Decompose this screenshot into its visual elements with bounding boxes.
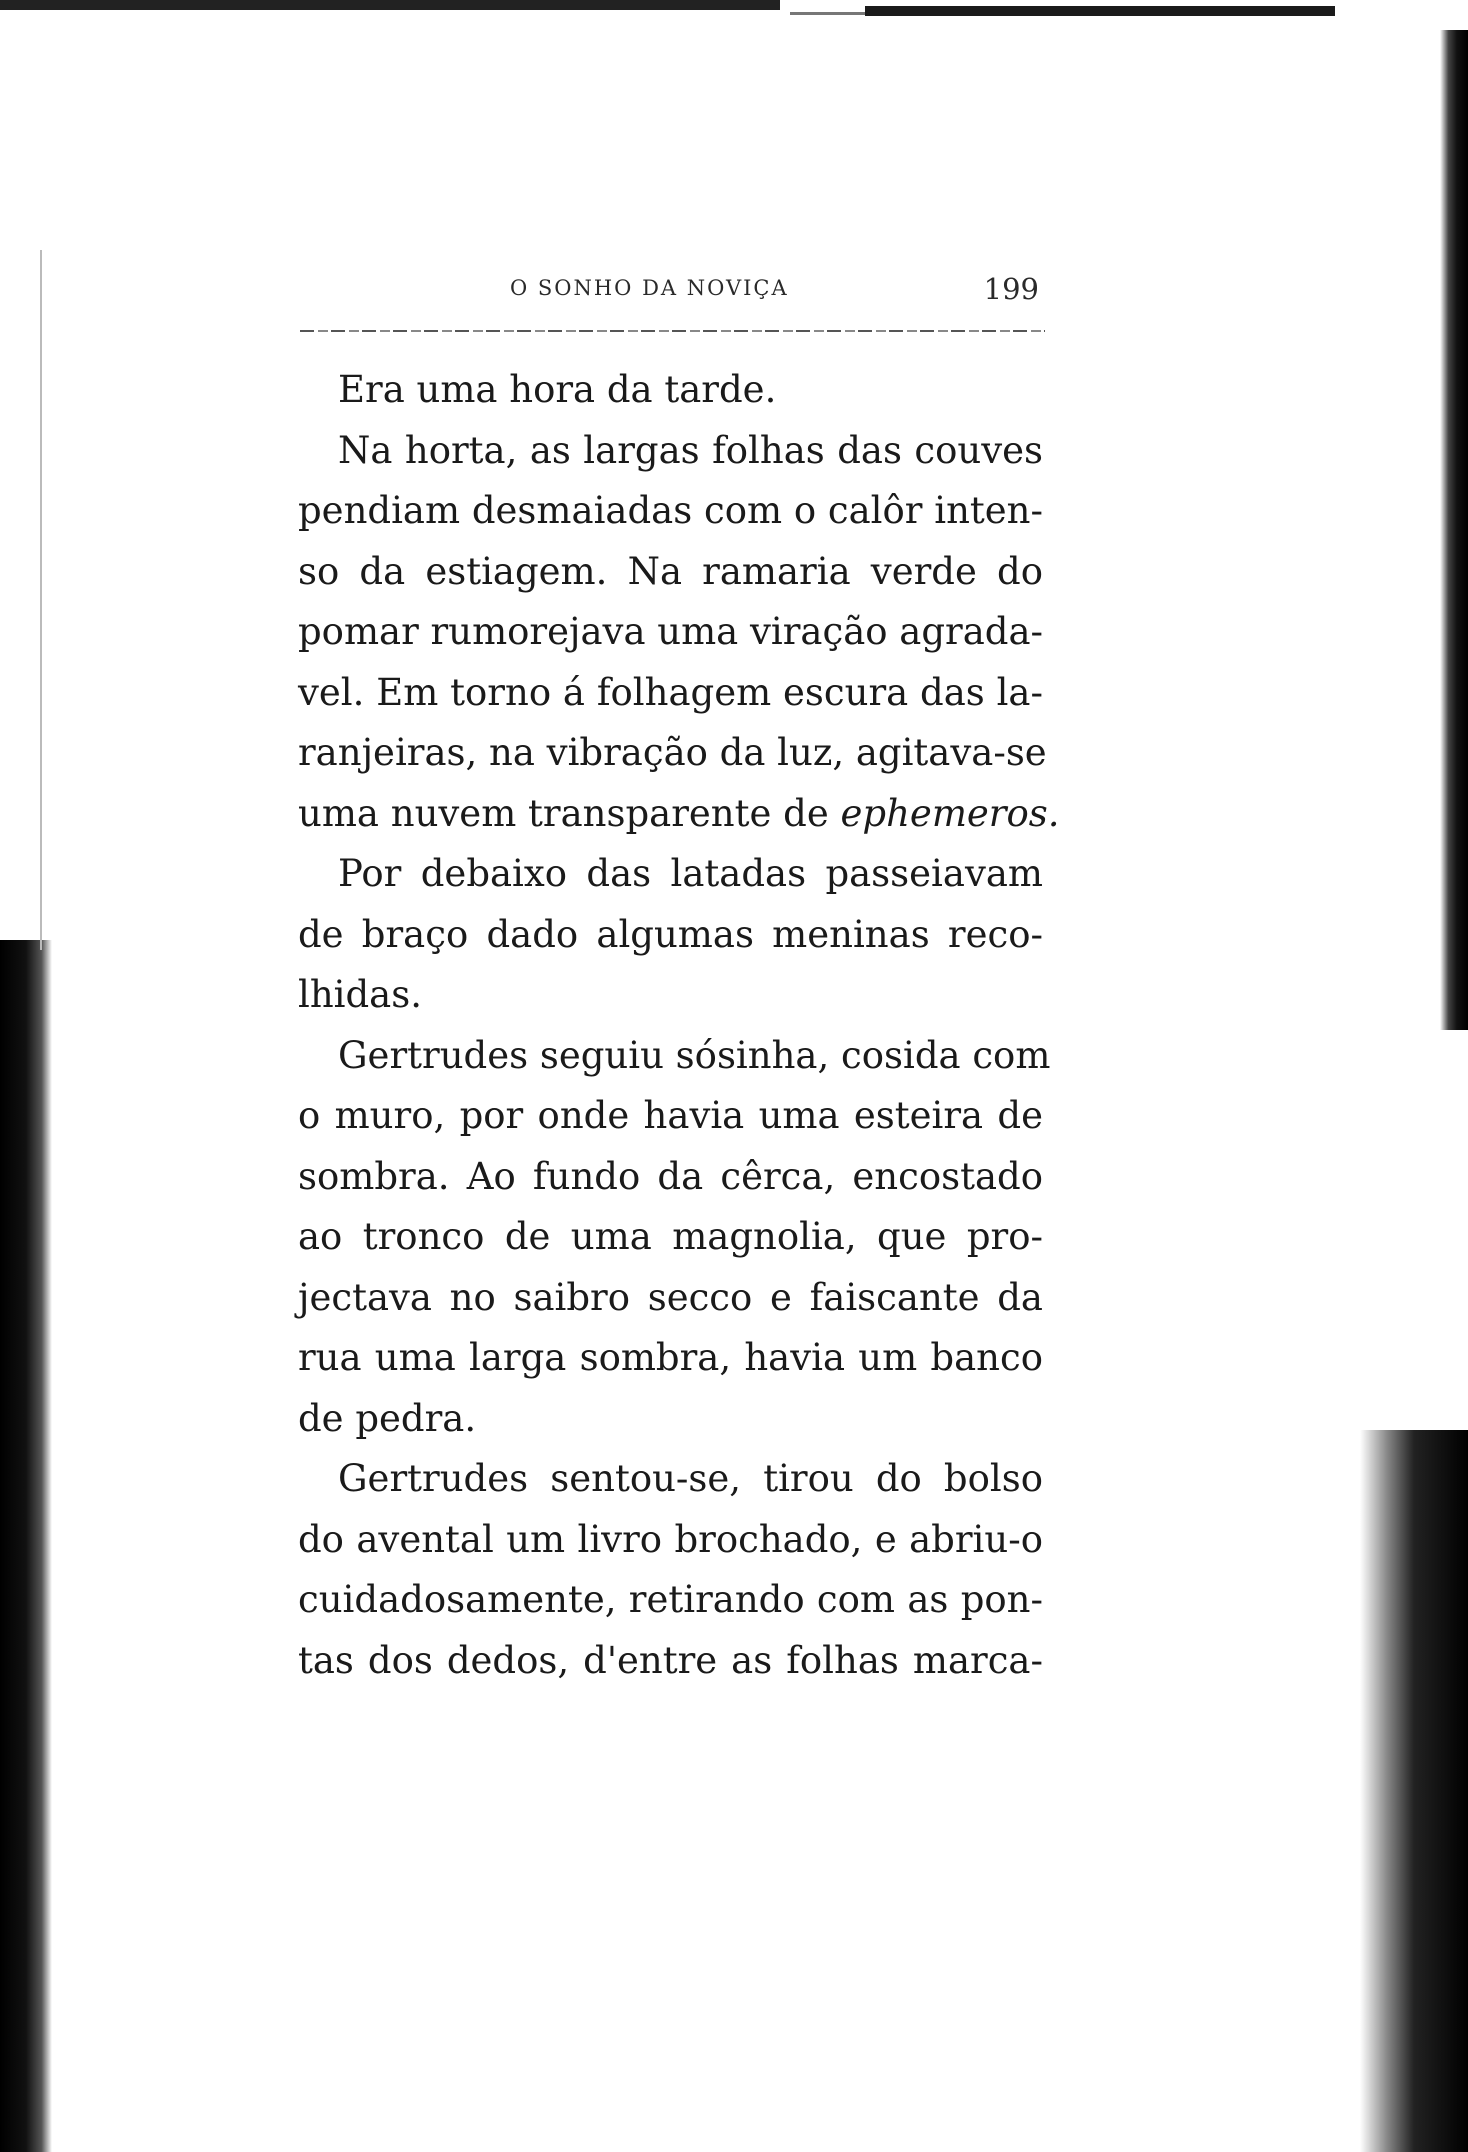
- text-line: ao tronco de uma magnolia, que pro-: [298, 1215, 1043, 1258]
- scan-edge-right: [1440, 30, 1468, 1030]
- text-line: o muro, por onde havia uma esteira de: [298, 1094, 1043, 1137]
- scan-edge-left-line: [40, 250, 42, 950]
- text-line: so da estiagem. Na ramaria verde do: [298, 549, 1043, 593]
- scan-edge-right-lower: [1360, 1430, 1468, 2152]
- text-run: uma nuvem transparente de: [298, 791, 829, 835]
- text-line: cuidadosamente, retirando com as pon-: [298, 1578, 1043, 1621]
- scan-edge-top-left: [0, 0, 780, 10]
- text-line: pendiam desmaiadas com o calôr inten-: [298, 489, 1043, 532]
- running-head: [300, 272, 1045, 312]
- text-line: rua uma larga sombra, havia um banco: [298, 1336, 1043, 1379]
- text-line: do avental um livro brochado, e abriu-o: [298, 1517, 1043, 1561]
- text-line: de pedra.: [298, 1396, 477, 1440]
- text-line: jectava no saibro secco e faiscante da: [298, 1275, 1043, 1319]
- text-line-with-italic: [298, 784, 1060, 845]
- header-rule: [300, 330, 1045, 332]
- text-line: ranjeiras, na vibração da luz, agitava-se: [298, 731, 1047, 774]
- text-line: Gertrudes seguiu sósinha, cosida com: [338, 1033, 1051, 1077]
- text-line: tas dos dedos, d'entre as folhas marca-: [298, 1638, 1043, 1682]
- text-line: Era uma hora da tarde.: [338, 368, 777, 411]
- text-line: Gertrudes sentou-se, tirou do bolso: [338, 1457, 1043, 1500]
- scan-edge-left: [0, 940, 52, 2152]
- text-line: lhidas.: [298, 973, 422, 1016]
- scan-edge-top-right: [865, 6, 1335, 16]
- text-line: de braço dado algumas meninas reco-: [298, 912, 1043, 956]
- text-line: vel. Em torno á folhagem escura das la-: [298, 670, 1043, 714]
- page-number: 199: [983, 272, 1039, 306]
- text-line: Na horta, as largas folhas das couves: [338, 428, 1043, 472]
- running-title: O SONHO DA NOVIÇA: [510, 276, 789, 300]
- text-line: pomar rumorejava uma viração agrada-: [298, 610, 1044, 653]
- text-line: sombra. Ao fundo da cêrca, encostado: [298, 1154, 1043, 1198]
- body-text: [298, 360, 1060, 1691]
- text-line: Por debaixo das latadas passeiavam: [338, 852, 1043, 895]
- italic-word: ephemeros.: [840, 791, 1060, 835]
- scan-edge-top-gap: [790, 12, 865, 15]
